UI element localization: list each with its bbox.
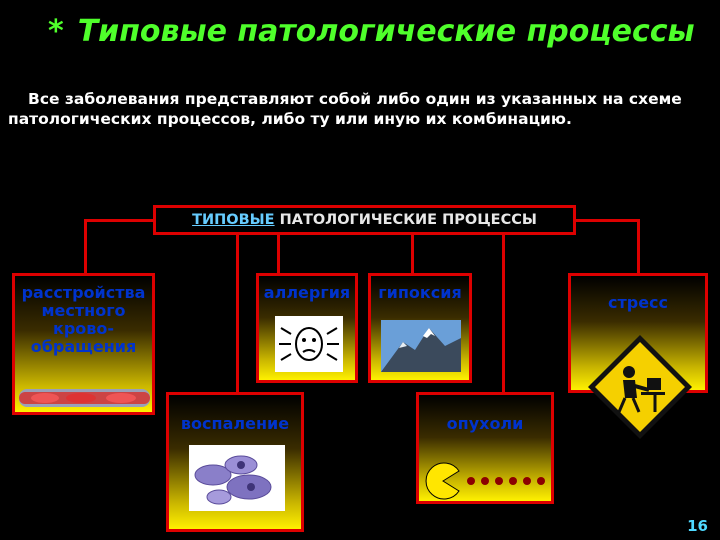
stress-label: стресс <box>607 293 669 312</box>
box-stress <box>568 273 708 393</box>
box-hypoxia <box>368 273 472 383</box>
mountain-image <box>381 320 461 372</box>
connector-tumors <box>502 235 505 393</box>
pacman-icon <box>423 461 551 501</box>
page-number: 16 <box>687 517 708 535</box>
connector-right-v <box>637 219 640 275</box>
slide-title <box>48 14 708 49</box>
tumors-label: опухоли <box>446 414 524 433</box>
inflammation-label: воспаление <box>180 414 290 433</box>
cells-image <box>189 445 285 511</box>
stress-sign-icon <box>585 332 695 442</box>
connector-hypoxia <box>411 235 414 273</box>
header-box <box>153 205 576 235</box>
connector-allergy <box>277 235 280 273</box>
hypoxia-label: гипоксия <box>378 283 462 302</box>
sneezing-face-image <box>275 316 343 372</box>
box-circulation <box>12 273 155 415</box>
title-text: Типовые патологические процессы <box>77 14 695 49</box>
box-inflammation <box>166 392 304 532</box>
box-tumors <box>416 392 554 504</box>
circulation-label: расстройства местного крово-обращения <box>21 283 146 356</box>
header-part1: ТИПОВЫЕ <box>192 212 275 228</box>
allergy-label: аллергия <box>263 283 351 302</box>
connector-left-h <box>84 219 154 222</box>
box-allergy <box>256 273 358 383</box>
title-star: * <box>48 14 64 49</box>
intro-text: Все заболевания представляют собой либо один из указанных на схеме патологических процессов, либо ту или иную их комбинацию. <box>8 90 682 128</box>
connector-left-v <box>84 219 87 275</box>
connector-inflammation <box>236 235 239 393</box>
header-part2: ПАТОЛОГИЧЕСКИЕ ПРОЦЕССЫ <box>274 212 537 228</box>
blood-vessel-image <box>17 384 152 412</box>
connector-right-h <box>576 219 640 222</box>
